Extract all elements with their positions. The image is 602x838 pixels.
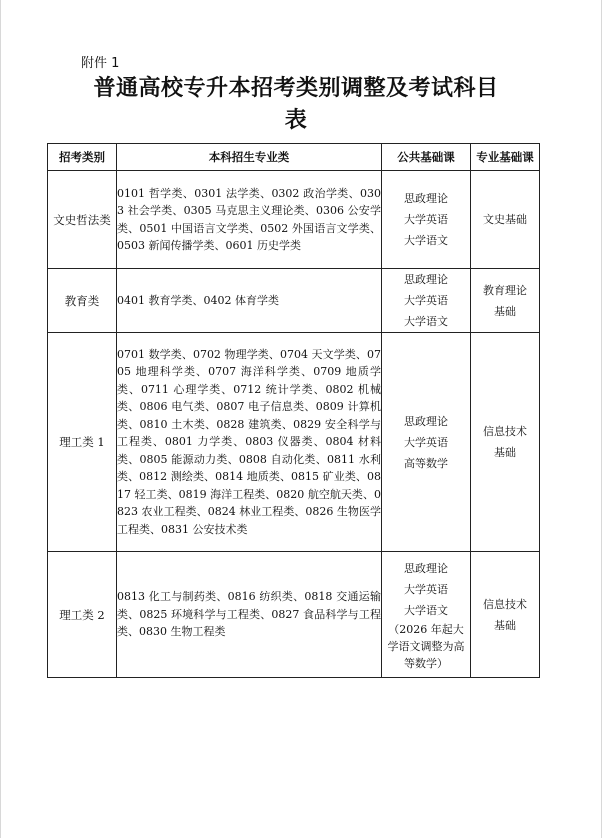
majors-cell: 0401 教育学类、0402 体育学类	[117, 269, 382, 333]
category-cell: 文史哲法类	[48, 171, 117, 269]
header-professional-courses: 专业基础课	[471, 144, 540, 171]
exam-category-table	[47, 143, 540, 678]
course-note: （2026 年起大学语文调整为高等数学）	[387, 622, 465, 670]
majors-cell: 0101 哲学类、0301 法学类、0302 政治学类、0303 社会学类、0305 马克思主义理论类、0306 公安学类、0501 中国语言文学类、0502 外国语言文学类、0503 新闻传播学类、0601 历史学类	[117, 171, 382, 269]
course-item: 基础	[494, 304, 516, 318]
public-courses-cell	[382, 552, 471, 678]
table-header-row	[48, 144, 540, 171]
course-item: 思政理论	[404, 414, 448, 428]
course-item: 基础	[494, 618, 516, 632]
course-item: 基础	[494, 446, 516, 459]
attachment-label: 附件 1	[81, 56, 120, 71]
course-item: 大学英语	[404, 213, 448, 226]
course-item: 思政理论	[404, 273, 448, 286]
table-row	[48, 552, 540, 678]
public-courses-cell	[382, 269, 471, 333]
title-line-2: 表	[284, 107, 308, 133]
public-courses-cell	[382, 333, 471, 552]
course-item: 信息技术	[483, 597, 527, 611]
professional-courses-cell	[471, 171, 540, 269]
professional-courses-cell	[471, 269, 540, 333]
course-item: 思政理论	[404, 192, 448, 205]
header-category: 招考类别	[48, 144, 117, 171]
course-item: 大学语文	[404, 234, 448, 247]
table-row	[48, 269, 540, 333]
course-item: 高等数学	[404, 456, 448, 470]
course-item: 文史基础	[483, 213, 527, 226]
page-title	[61, 72, 531, 136]
course-item: 信息技术	[483, 425, 527, 438]
course-item: 大学语文	[404, 603, 448, 617]
header-majors: 本科招生专业类	[117, 144, 382, 171]
course-item: 思政理论	[404, 561, 448, 575]
course-item: 大学英语	[404, 582, 448, 596]
table-row	[48, 171, 540, 269]
course-item: 大学语文	[404, 315, 448, 328]
course-item: 大学英语	[404, 294, 448, 307]
header-public-courses: 公共基础课	[382, 144, 471, 171]
course-item: 大学英语	[404, 435, 448, 449]
majors-cell: 0813 化工与制药类、0816 纺织类、0818 交通运输类、0825 环境科学与工程类、0827 食品科学与工程类、0830 生物工程类	[117, 552, 382, 678]
category-cell: 教育类	[48, 269, 117, 333]
category-cell: 理工类 2	[48, 552, 117, 678]
course-item: 教育理论	[483, 283, 527, 297]
majors-cell: 0701 数学类、0702 物理学类、0704 天文学类、0705 地理科学类、0707 海洋科学类、0709 地质学类、0711 心理学类、0712 统计学类、0802 机械类、0806 电气类、0807 电子信息类、0809 计算机类、0810 土木类、0828 建筑类、0829 安全科学与工程类、0801 力学类、0803 仪器类、0804 材料类、0805 能源动力类、0808 自动化类、0811 水利类、0812 测绘类、0814 地质类、0815 矿业类、0817 轻工类、0819 海洋工程类、0820 航空航天类、0823 农业工程类、0824 林业工程类、0826 生物医学工程类、0831 公安技术类	[117, 333, 382, 552]
professional-courses-cell	[471, 552, 540, 678]
category-cell: 理工类 1	[48, 333, 117, 552]
professional-courses-cell	[471, 333, 540, 552]
table-row	[48, 333, 540, 552]
title-line-1: 普通高校专升本招考类别调整及考试科目	[93, 75, 499, 101]
public-courses-cell	[382, 171, 471, 269]
